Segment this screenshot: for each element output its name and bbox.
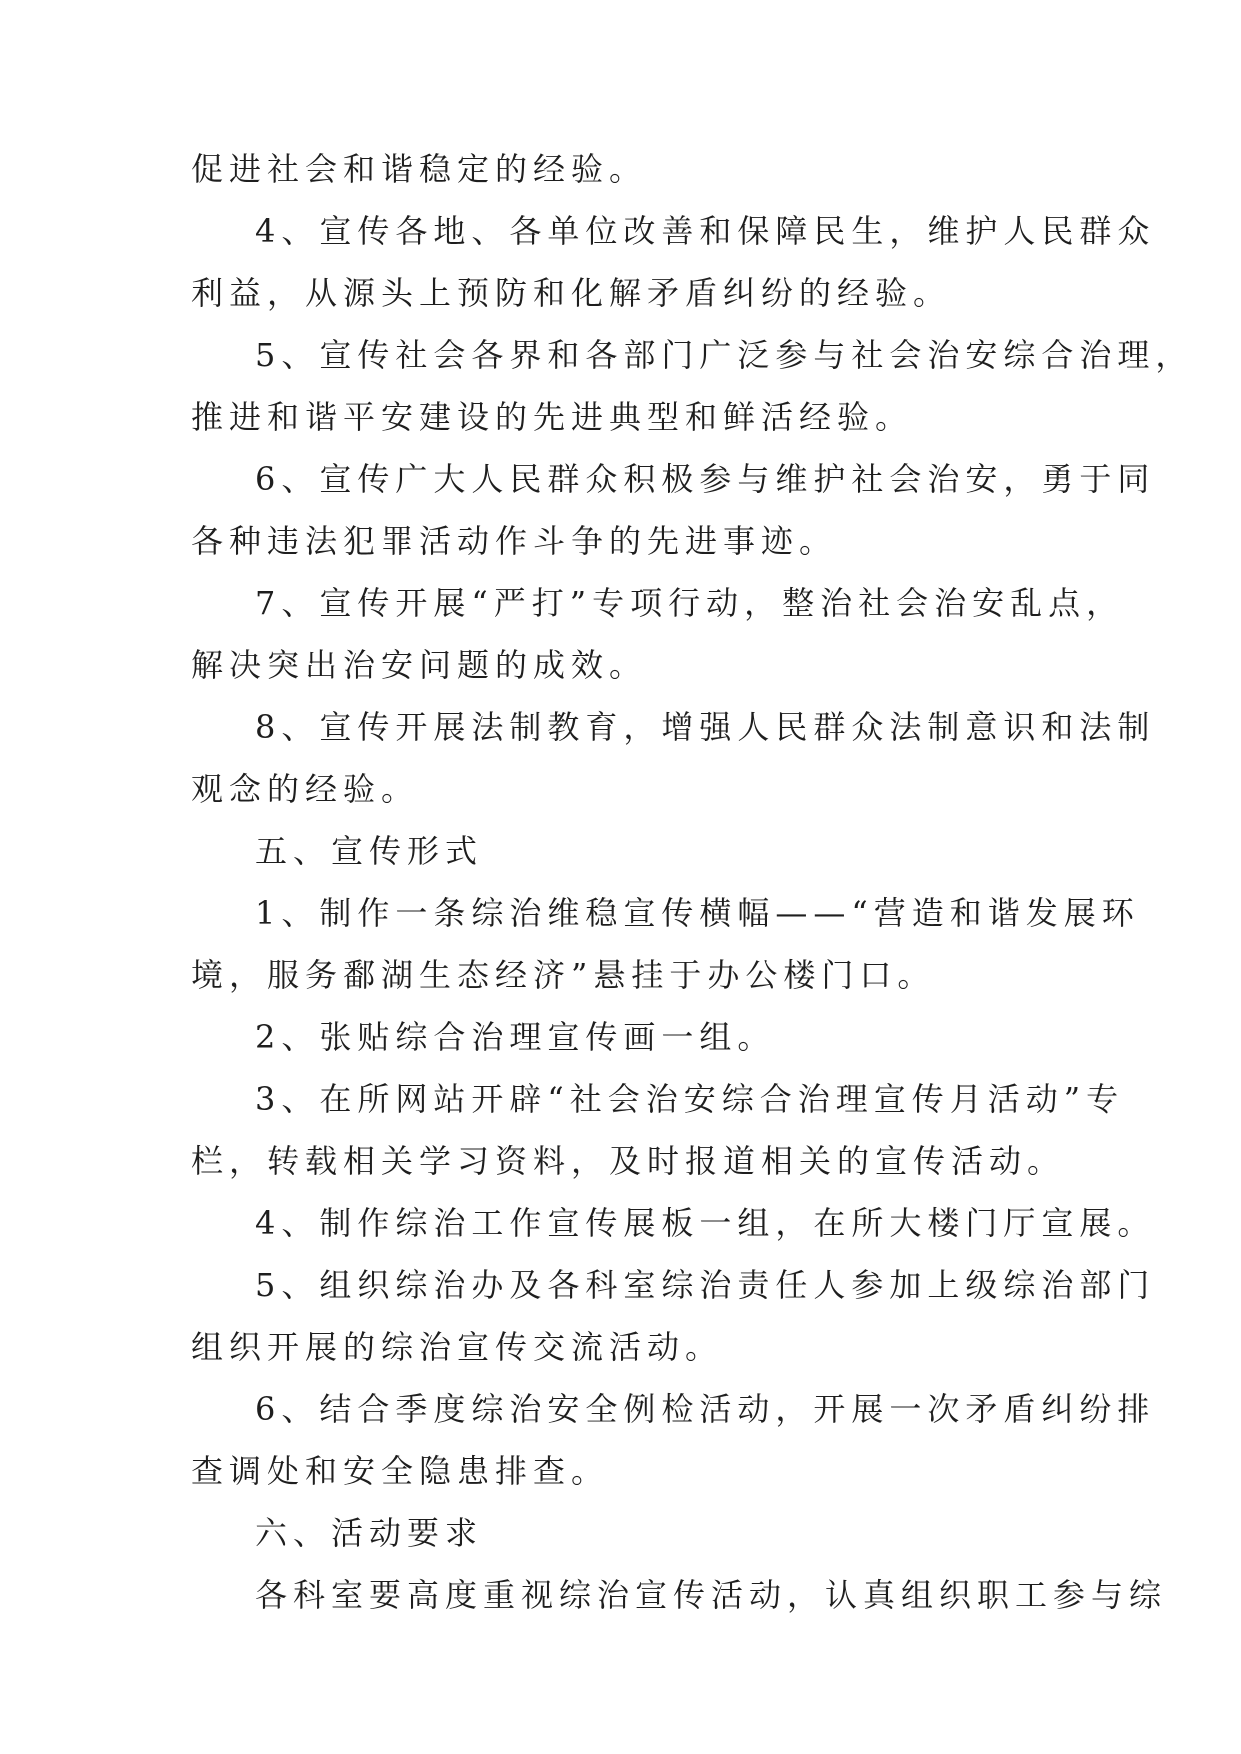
text-line: 2、张贴综合治理宣传画一组。 [255, 1018, 776, 1056]
text-line: 栏，转载相关学习资料，及时报道相关的宣传活动。 [191, 1142, 1066, 1180]
text-line: 各种违法犯罪活动作斗争的先进事迹。 [191, 522, 838, 560]
document-body [191, 138, 1194, 1626]
text-line: 6、宣传广大人民群众积极参与维护社会治安，勇于同 [255, 460, 1156, 498]
text-line: 4、宣传各地、各单位改善和保障民生，维护人民群众 [255, 212, 1156, 250]
text-line: 3、在所网站开辟“社会治安综合治理宣传月活动”专 [255, 1080, 1125, 1118]
text-line: 五、宣传形式 [255, 832, 484, 870]
text-line: 5、宣传社会各界和各部门广泛参与社会治安综合治理， [255, 336, 1194, 374]
text-line: 促进社会和谐稳定的经验。 [191, 150, 648, 188]
text-line: 7、宣传开展“严打”专项行动，整治社会治安乱点， [255, 584, 1125, 622]
text-line: 8、宣传开展法制教育，增强人民群众法制意识和法制 [255, 708, 1156, 746]
text-line: 组织开展的综治宣传交流活动。 [191, 1328, 724, 1366]
text-line: 六、活动要求 [255, 1514, 484, 1552]
text-line: 利益，从源头上预防和化解矛盾纠纷的经验。 [191, 274, 952, 312]
text-line: 查调处和安全隐患排查。 [191, 1452, 610, 1490]
text-line: 境，服务鄱湖生态经济”悬挂于办公楼门口。 [191, 956, 936, 994]
text-line: 观念的经验。 [191, 770, 420, 808]
text-line: 4、制作综治工作宣传展板一组，在所大楼门厅宣展。 [255, 1204, 1156, 1242]
text-line: 各科室要高度重视综治宣传活动，认真组织职工参与综 [255, 1576, 1168, 1614]
text-line: 6、结合季度综治安全例检活动，开展一次矛盾纠纷排 [255, 1390, 1156, 1428]
text-line: 解决突出治安问题的成效。 [191, 646, 648, 684]
text-line: 1、制作一条综治维稳宣传横幅——“营造和谐发展环 [255, 894, 1140, 932]
text-line: 推进和谐平安建设的先进典型和鲜活经验。 [191, 398, 914, 436]
text-line: 5、组织综治办及各科室综治责任人参加上级综治部门 [255, 1266, 1156, 1304]
